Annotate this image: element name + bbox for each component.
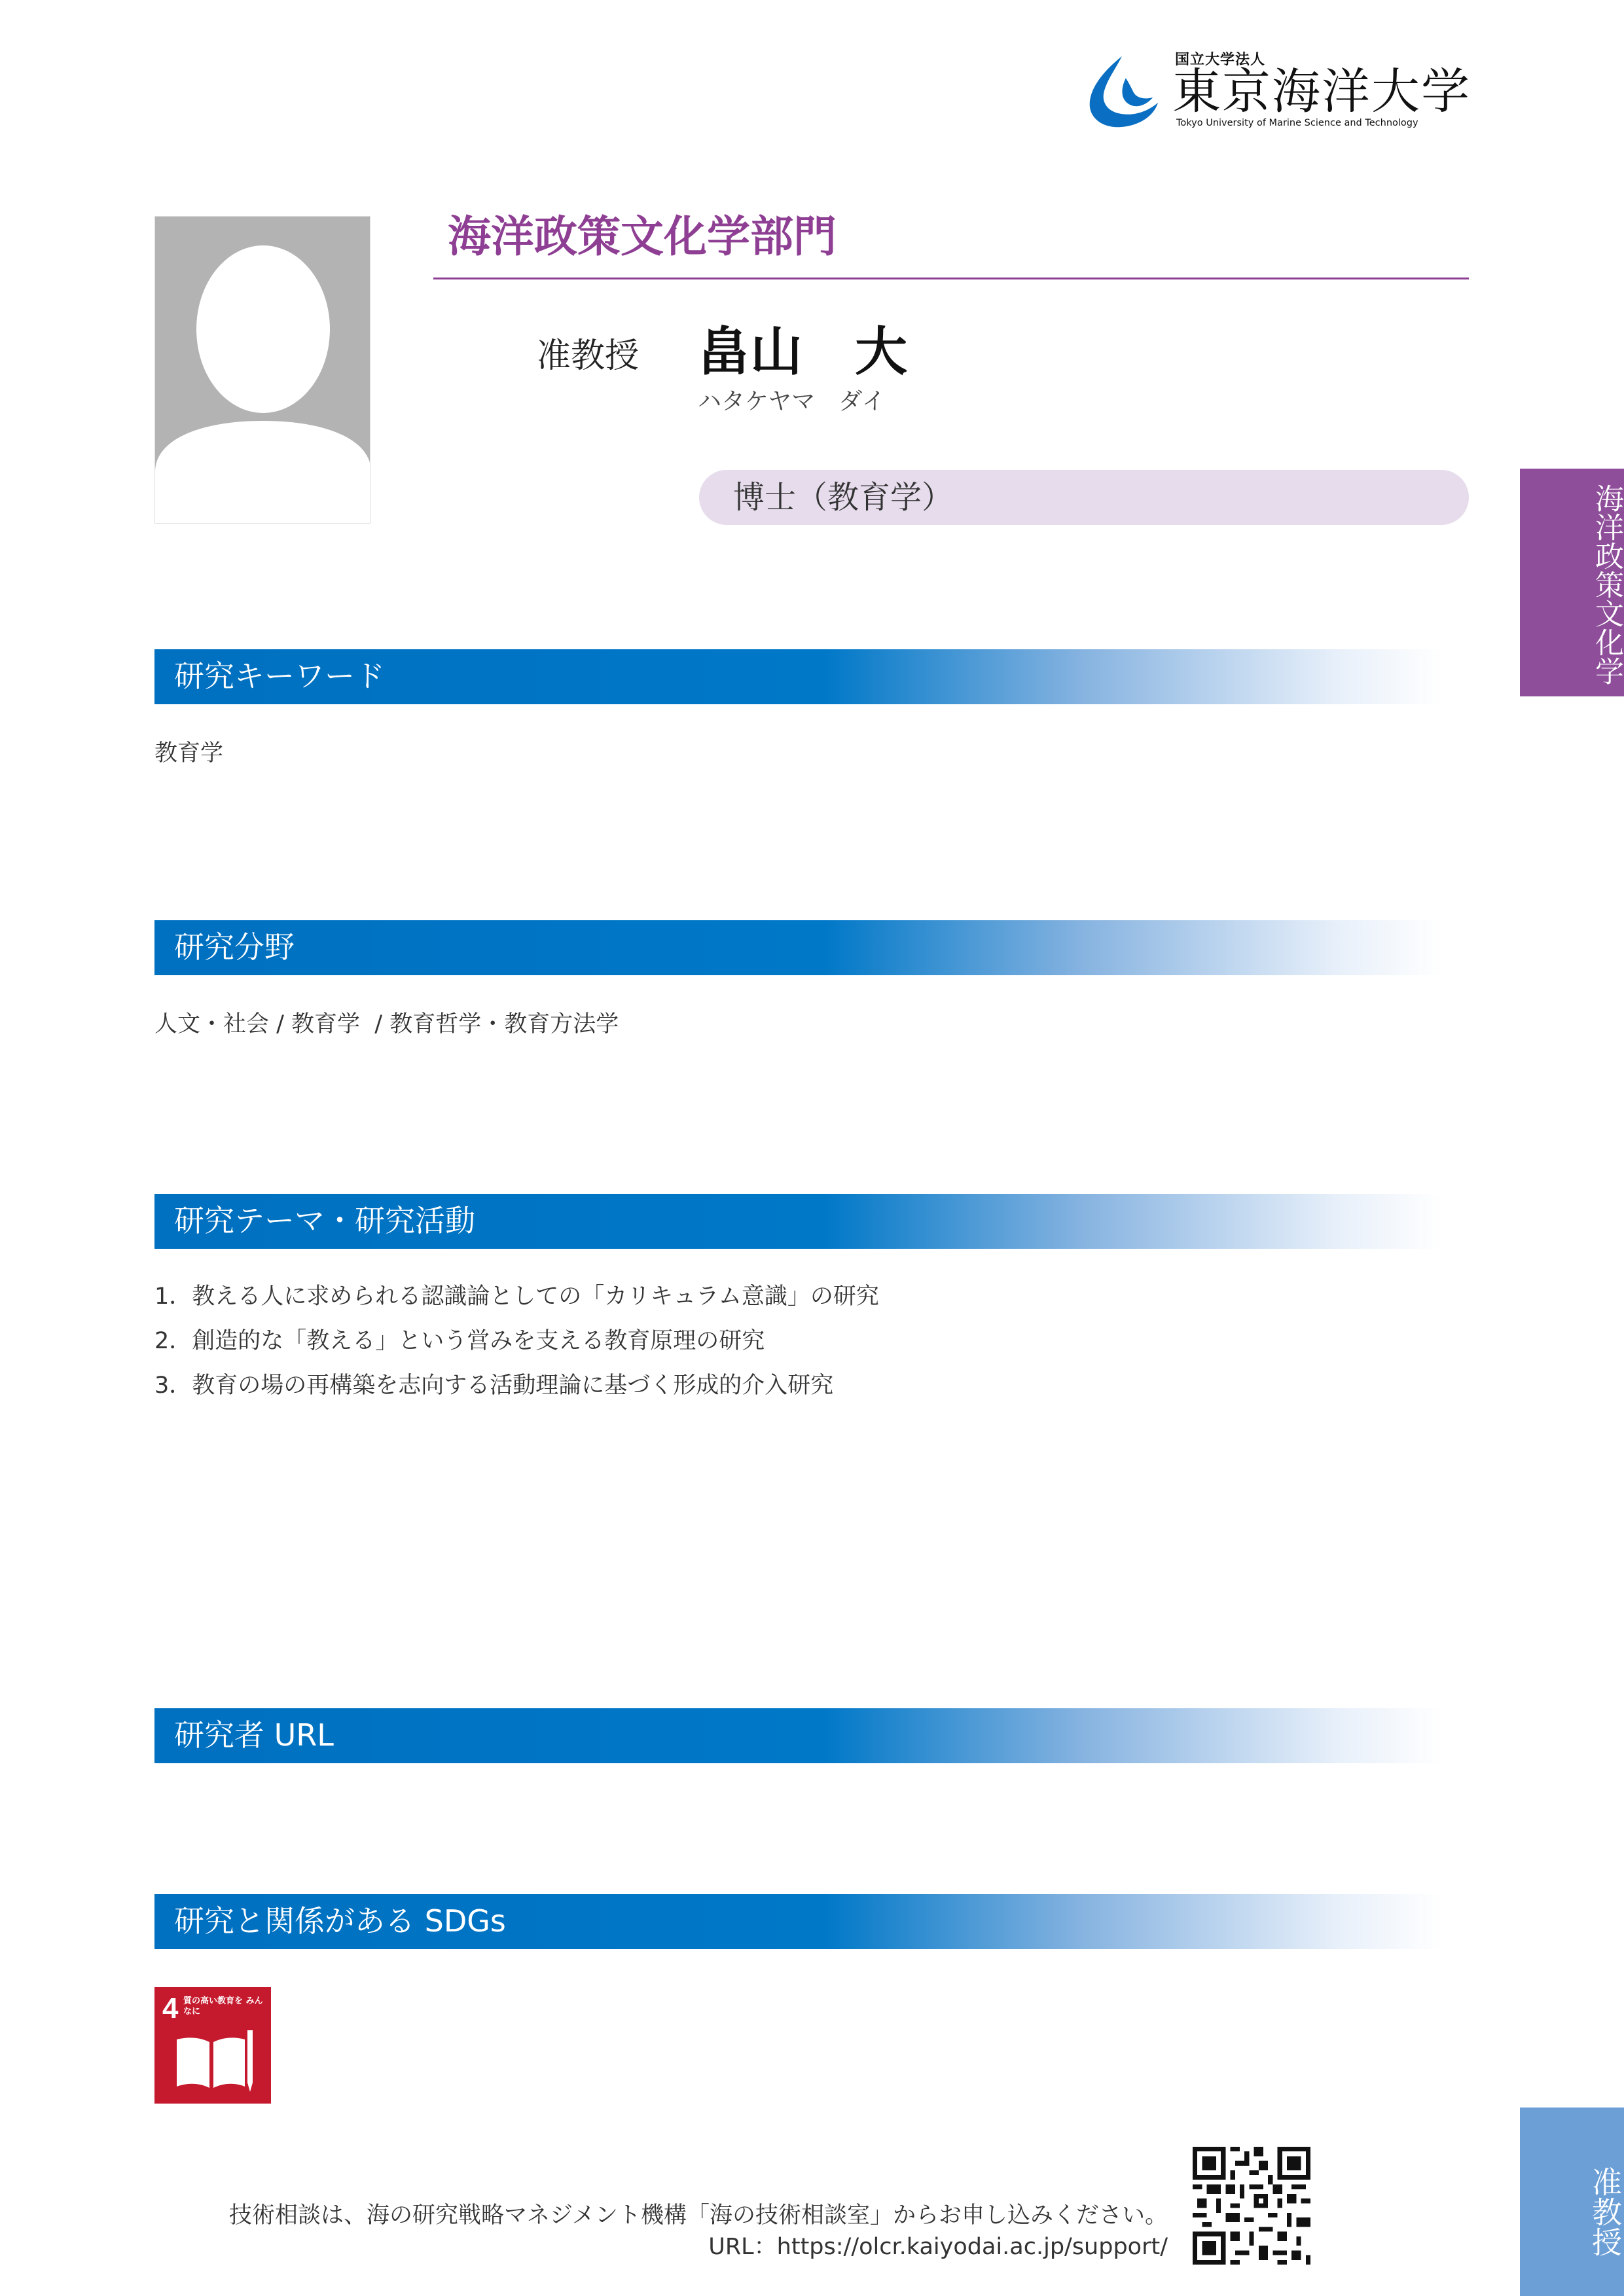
profile-photo-placeholder — [154, 216, 370, 524]
section-heading-sdgs-label: 研究と関係がある SDGs — [174, 1903, 506, 1939]
list-item: 1．教える人に求められる認識論としての「カリキュラム意識」の研究 — [154, 1283, 879, 1310]
list-item: 3．教育の場の再構築を志向する活動理論に基づく形成的介入研究 — [154, 1372, 834, 1399]
rank-side-tab-label: 准教授 — [1587, 2166, 1623, 2257]
section-heading-url-label: 研究者 URL — [174, 1717, 334, 1753]
section-heading-fields-label: 研究分野 — [174, 929, 295, 965]
wave-logo-icon — [1083, 52, 1161, 130]
sdg-4-quality-education-icon — [154, 1987, 271, 2104]
researcher-name: 畠山 大 — [698, 321, 907, 382]
qr-code-icon[interactable] — [1193, 2147, 1310, 2265]
section-heading-fields — [154, 920, 1443, 975]
person-silhouette-icon — [155, 217, 370, 524]
rank-side-tab — [1520, 2108, 1624, 2296]
department-divider — [433, 278, 1469, 279]
section-heading-themes — [154, 1194, 1443, 1249]
section-heading-themes-label: 研究テーマ・研究活動 — [174, 1203, 475, 1238]
section-heading-sdgs — [154, 1894, 1443, 1949]
logo-english-name: Tokyo University of Marine Science and Technology — [1176, 118, 1418, 128]
fields-content: 人文・社会 / 教育学 / 教育哲学・教育方法学 — [154, 1011, 619, 1037]
list-item: 2．創造的な「教える」という営みを支える教育原理の研究 — [154, 1328, 765, 1354]
book-pencil-icon — [174, 2030, 254, 2093]
researcher-name-kana: ハタケヤマ ダイ — [698, 388, 886, 415]
degree-text: 博士（教育学） — [733, 479, 954, 516]
keywords-content: 教育学 — [154, 740, 224, 766]
sdg-label: 質の高い教育を みんなに — [183, 1996, 263, 2017]
degree-badge — [699, 470, 1469, 525]
themes-list — [154, 1282, 879, 1415]
university-logo — [1083, 47, 1471, 132]
department-title: 海洋政策文化学部門 — [448, 211, 837, 262]
logo-subtitle: 国立大学法人 — [1175, 52, 1266, 68]
department-side-tab — [1520, 469, 1624, 696]
footer-url-link[interactable]: URL：https://olcr.kaiyodai.ac.jp/support/ — [708, 2234, 1168, 2260]
logo-name: 東京海洋大学 — [1172, 63, 1471, 120]
section-heading-url — [154, 1708, 1443, 1763]
section-heading-keywords — [154, 649, 1443, 704]
section-heading-keywords-label: 研究キーワード — [174, 658, 385, 694]
department-side-tab-label: 海洋政策文化学 — [1590, 484, 1623, 685]
footer-consultation-text: 技術相談は、海の研究戦略マネジメント機構「海の技術相談室」からお申し込みください。 — [229, 2202, 1168, 2229]
sdg-number: 4 — [162, 1992, 179, 2024]
position-title: 准教授 — [537, 336, 640, 376]
